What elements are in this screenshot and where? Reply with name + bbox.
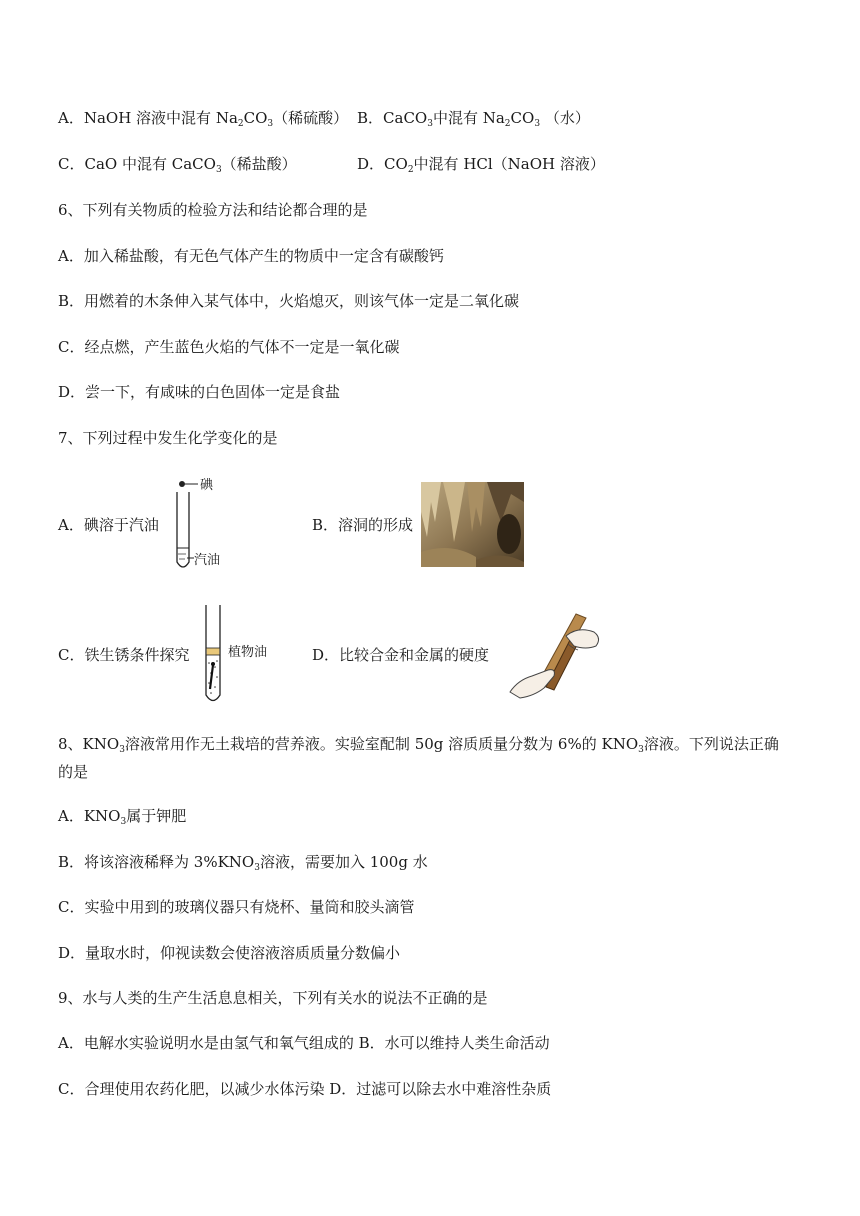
q6-option-a: A．加入稀盐酸，有无色气体产生的物质中一定含有碳酸钙 (58, 247, 444, 265)
q5-option-a: A．NaOH 溶液中混有 $Na_2CO_3$（稀硫酸） (58, 109, 349, 129)
iodine-label: 碘 (200, 478, 214, 493)
gasoline-label: 汽油 (194, 553, 221, 568)
q5-option-d: D．$CO_2$中混有 HCl（NaOH 溶液） (357, 155, 605, 175)
cave-photo (421, 482, 524, 567)
q6-option-d: D．尝一下，有咸味的白色固体一定是食盐 (58, 383, 341, 401)
q6-option-b: B．用燃着的木条伸入某气体中，火焰熄灭，则该气体一定是二氧化碳 (58, 292, 520, 310)
q7-option-c: C．铁生锈条件探究 (58, 646, 190, 664)
q8-option-b: B．将该溶液稀释为 $3\%KNO_3$溶液，需要加入 100g 水 (58, 853, 428, 873)
hardness-comparison-figure (508, 610, 604, 700)
q7-option-d: D．比较合金和金属的硬度 (312, 646, 490, 664)
q9-stem: 9、水与人类的生产生活息息相关，下列有关水的说法不正确的是 (58, 989, 488, 1007)
q8-option-a: A．$KNO_3$属于钾肥 (58, 807, 187, 827)
q9-options-ab: A．电解水实验说明水是由氢气和氧气组成的 B．水可以维持人类生命活动 (58, 1034, 550, 1052)
q7-option-a: A．碘溶于汽油 (58, 516, 159, 534)
q5-option-c: C．CaO 中混有 CaCO$_3$（稀盐酸） (58, 155, 297, 175)
vegetable-oil-label: 植物油 (228, 645, 268, 660)
q8-option-c: C．实验中用到的玻璃仪器只有烧杯、量筒和胶头滴管 (58, 898, 415, 916)
q5-option-b: B．CaCO$_3$中混有 $Na_2CO_3$ （水） (357, 109, 590, 129)
q6-option-c: C．经点燃，产生蓝色火焰的气体不一定是一氧化碳 (58, 338, 400, 356)
q8-stem-line2: 的是 (58, 763, 89, 781)
q6-stem: 6、下列有关物质的检验方法和结论都合理的是 (58, 201, 368, 219)
q7-option-b: B．溶洞的形成 (312, 516, 414, 534)
q7-stem: 7、下列过程中发生化学变化的是 (58, 429, 278, 447)
q9-options-cd: C．合理使用农药化肥，以减少水体污染 D．过滤可以除去水中难溶性杂质 (58, 1080, 552, 1098)
q8-option-d: D．量取水时，仰视读数会使溶液溶质质量分数偏小 (58, 944, 401, 962)
q8-stem-line1: 8、$KNO_3$溶液常用作无土栽培的营养液。实验室配制 50g 溶质质量分数为 6%的 $KNO_3$溶液。下列说法正确 (58, 735, 779, 755)
